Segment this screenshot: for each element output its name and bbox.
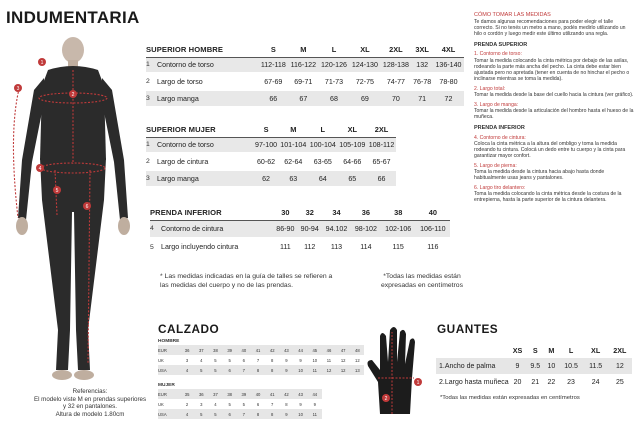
note-left: * Las medidas indicadas en la guía de talles se refieren a las medidas del cuerpo y no de las prendas. <box>160 273 333 289</box>
size-header: M <box>548 345 555 355</box>
table-row: 3 Largo manga 66 67 68 69 70 71 72 <box>146 91 464 106</box>
table-row: EUR 35 36 37 38 39 40 41 42 43 44 <box>158 389 322 399</box>
calzado-title: CALZADO <box>158 322 220 336</box>
calzado-mujer-label: MUJER <box>158 383 175 388</box>
marker-5: 5 <box>55 188 59 194</box>
how-to-title: CÓMO TOMAR LAS MEDIDAS <box>474 12 551 18</box>
instructions-intro: Te damos algunas recomendaciones para poder elegir el talle correcto. Si no tenés un metro a mano, podés medirlo utilizando un hilo o cordón y luego medir este último utilizando una regla. <box>474 19 626 38</box>
guantes-title: GUANTES <box>437 322 499 336</box>
calzado-hombre-table <box>158 345 364 375</box>
table-row: UK 2 3 4 5 5 6 7 8 9 9 <box>158 401 316 407</box>
size-header: 3XL <box>411 42 433 57</box>
marker-2: 2 <box>71 92 75 98</box>
size-header: 38 <box>381 205 416 220</box>
size-header: 40 <box>416 205 450 220</box>
size-header: M <box>288 42 318 57</box>
table-row: 5 Largo incluyendo cintura 111 112 113 114 115 116 <box>150 243 439 251</box>
size-header: L <box>308 122 338 137</box>
guantes-table <box>436 342 632 390</box>
size-header: 2XL <box>380 42 411 57</box>
instruction-item: 5. Largo de pierna: Toma la medida desde la cintura hacia abajo hasta donde habitualmente usas jeans y pantalones. <box>474 162 605 182</box>
guantes-note: *Todas las medidas están expresadas en centímetros <box>440 395 580 401</box>
marker-6: 6 <box>85 204 89 210</box>
mujer-header: SUPERIOR MUJER <box>146 122 254 137</box>
calzado-hombre-label: HOMBRE <box>158 339 180 344</box>
table-row: USA 4 5 5 6 7 8 8 9 10 11 12 12 13 <box>158 365 364 375</box>
size-header: S <box>258 42 288 57</box>
instruction-item: 6. Largo tiro delantero: Toma la medida colocando la cinta métrica desde la costura de la entrepierna, hasta la parte superior de la cintura delantera. <box>474 185 622 204</box>
instruction-item: 4. Contorno de cintura: Coloca la cinta métrica a la altura del ombligo y toma la medida rodeando tu cintura. Colocá un dedo entre tu cuerpo y la cinta para garantizar mayor confort. <box>474 134 626 159</box>
instructions-panel <box>474 12 634 207</box>
note-right: *Todas las medidas están expresadas en centímetros <box>381 273 463 289</box>
size-header: S <box>254 122 279 137</box>
hombre-header: SUPERIOR HOMBRE <box>146 42 258 57</box>
size-header: 30 <box>273 205 297 220</box>
size-header: 32 <box>298 205 322 220</box>
instruction-item: 1. Contorno de torso: Tomar la medida colocando la cinta métrica por debajo de las axilas, rodeando la parte más ancha del pecho. La cinta debe estar bien ajustada pero no apretada (tener en cuenta de no hinchar el pecho o inclinarse mientras se toma la medida). <box>474 51 630 82</box>
size-header: XS <box>512 345 523 355</box>
mujer-table <box>146 122 396 186</box>
table-row: 2 Largo de torso 67-69 69-71 71-73 72-75 74-77 76-78 78-80 <box>146 77 458 86</box>
page-title: INDUMENTARIA <box>6 8 140 27</box>
instruction-item: 3. Largo de manga: Tomar la medida desde la articulación del hombro hasta el hueso de la muñeca. <box>474 102 634 121</box>
size-header: 34 <box>322 205 351 220</box>
table-row: 4 Contorno de cintura 86-90 90-94 94.102 98-102 102-106 106-110 <box>150 220 450 237</box>
table-row: 1 Contorno de torso 112-118 116-122 120-126 124-130 128-138 132 136-140 <box>146 57 464 72</box>
inferior-table <box>150 205 450 257</box>
size-header: 2XL <box>613 345 627 355</box>
marker-1: 1 <box>40 60 44 66</box>
table-row: 2 Largo de cintura 60-62 62-64 63-65 64-66 65-67 <box>146 157 391 166</box>
model-figure-icon <box>0 30 150 390</box>
marker-4: 4 <box>38 166 42 172</box>
table-row: EUR 36 37 38 39 40 41 42 43 44 45 46 47 48 <box>158 345 364 355</box>
table-row: UK 3 4 5 5 6 7 8 9 9 10 11 12 12 <box>158 357 360 363</box>
hombre-table <box>146 42 464 106</box>
size-header: XL <box>338 122 368 137</box>
table-row: 1 Contorno de torso 97-100 101-104 100-104 105-109 108-112 <box>146 137 396 152</box>
hand-mark-2: 2 <box>384 396 388 402</box>
size-header: S <box>532 345 538 355</box>
size-header: L <box>318 42 349 57</box>
glove-hand-icon <box>362 322 430 418</box>
size-header: 36 <box>351 205 381 220</box>
size-header: M <box>279 122 309 137</box>
inferior-header: PRENDA INFERIOR <box>150 205 273 220</box>
size-header: 2XL <box>367 122 396 137</box>
sup-title: PRENDA SUPERIOR <box>474 42 528 49</box>
model-references: Referencias: El modelo viste M en prendas superiores y 32 en pantalones. Altura de modelo 1.80cm <box>33 388 147 418</box>
inf-title: PRENDA INFERIOR <box>474 125 525 132</box>
size-header: XL <box>349 42 380 57</box>
instruction-item: 2. Largo total: Tomar la medida desde la base del cuello hacia la cintura (ver gráfico). <box>474 85 634 99</box>
calzado-mujer-table <box>158 389 322 419</box>
table-row: 3 Largo manga 62 63 64 65 66 <box>146 171 396 186</box>
size-header: XL <box>591 345 601 355</box>
marker-3: 3 <box>16 86 20 92</box>
table-row: USA 4 5 5 6 7 8 8 9 10 11 <box>158 409 322 419</box>
size-header: L <box>568 345 574 355</box>
table-row: 1.Ancho de palma 9 9.5 10 10.5 11.5 12 <box>436 358 632 374</box>
hand-mark-1: 1 <box>416 380 420 386</box>
size-header: 4XL <box>433 42 464 57</box>
table-row: 2.Largo hasta muñeca 20 21 22 23 24 25 <box>439 378 624 386</box>
